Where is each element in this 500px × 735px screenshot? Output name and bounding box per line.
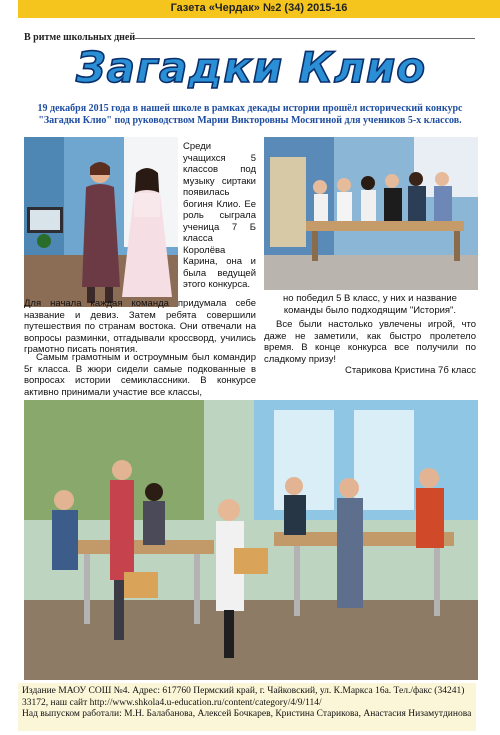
article-paragraph-teams: Для начала каждая команда придумала себе название и девиз. Затем ребята совершили путешествия по странам востока. Они отвечали на вопросы разминки, отгадывали кроссворд, учились грамотно писать понятия. [24, 298, 256, 355]
lead-paragraph: 19 декабря 2015 года в нашей школе в рамках декады истории прошёл исторический конкурс "Загадки Клио" под руководством Марии Викторовны Мосягиной для учеников 5-х классов. [37, 103, 463, 126]
section-rubric: В ритме школьных дней [24, 32, 136, 43]
rubric-divider [135, 38, 475, 39]
article-signature: Старикова Кристина 7б класс [344, 365, 476, 376]
photo-students-desks [264, 137, 478, 290]
issue-title: Газета «Чердак» №2 (34) 2015-16 [170, 2, 348, 14]
masthead-title [75, 40, 427, 92]
masthead-text: Загадки Клио [75, 43, 427, 92]
publication-footer [18, 683, 476, 731]
photo-classroom-quiz [24, 400, 478, 680]
masthead-title-art [75, 40, 427, 92]
footer-address: Издание МАОУ СОШ №4. Адрес: 617760 Пермский край, г. Чайковский, ул. К.Маркса 16а. Тел./факс (34241) [22, 686, 465, 696]
article-paragraph-winner: но победил 5 В класс, у них и название команды было подходящим "История". [283, 293, 457, 316]
article-paragraph-prizes: Все были настолько увлечены игрой, что даже не заметили, как быстро пролетело время. В конце конкурса все получили по сладкому призу! [264, 319, 476, 365]
article-paragraph-jury: Самым грамотным и остроумным был командир 5г класса. В жюри сидели самые подкованные в вопросах истории семиклассники. В конкурсе активно принимали участие все классы, [24, 352, 256, 398]
footer-website: 33172, наш сайт http://www.shkola4.u-education.ru/content/category/4/9/114/ [22, 697, 322, 708]
article-paragraph-intro: Среди учащихся 5 классов под музыку сиртаки появилась богиня Клио. Ее роль сыграла ученица 7 Б класса Королёва Карина, она и была ведущей этого конкурса. [183, 141, 256, 290]
footer-credits: Над выпуском работали: М.Н. Балабанова, Алексей Бочкарев, Кристина Старикова, Анастасия Низамутдинова [22, 709, 472, 719]
photo-clio-host [24, 137, 178, 307]
issue-banner [18, 0, 500, 18]
